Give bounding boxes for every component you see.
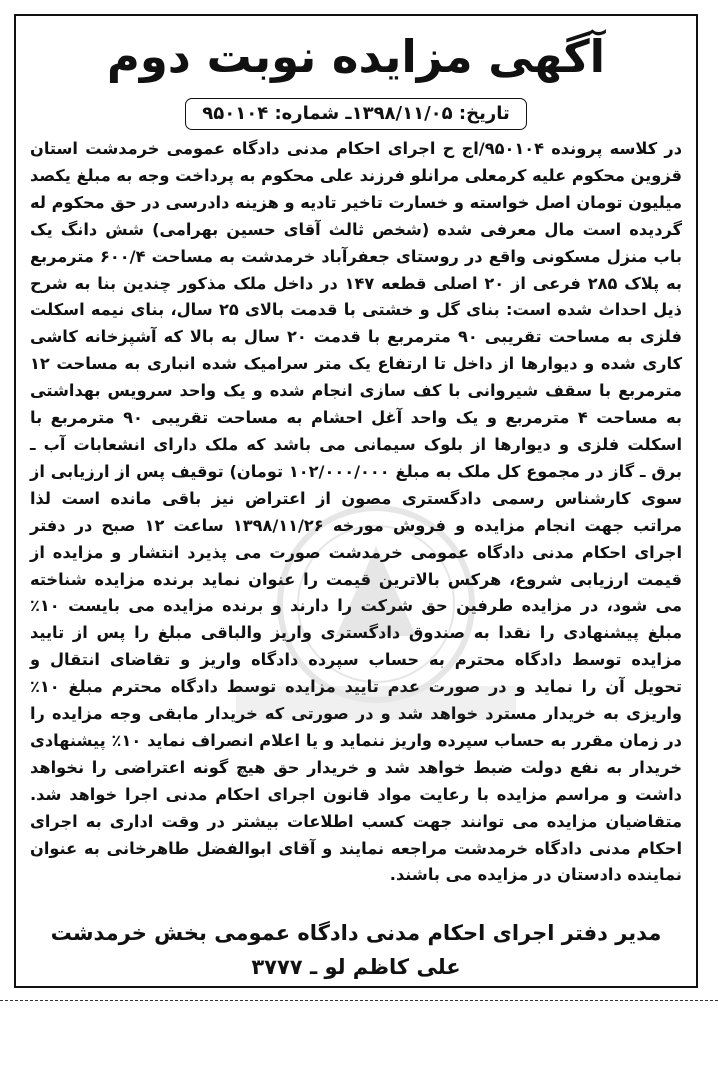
notice-signature [16,916,696,984]
notice-title: آگهی مزایده نوبت دوم [106,30,606,83]
signature-office: مدیر دفتر اجرای احکام مدنی دادگاه عمومی بخش خرمدشت [50,921,662,945]
notice-meta-row [16,98,696,130]
signature-name: علی کاظم لو ـ ۳۷۷۷ [251,955,461,979]
cut-line-divider [0,1000,718,1001]
notice-date-number: تاریخ: ۱۳۹۸/۱۱/۰۵ـ شماره: ۹۵۰۱۰۴ [185,98,526,130]
auction-notice [14,14,698,988]
notice-body-text: در کلاسه پرونده ۹۵۰۱۰۴/اج ح اجرای احکام مدنی دادگاه عمومی خرمدشت استان قزوین محکوم علیه کرمعلی مرانلو فرزند علی محکوم به پرداخت وجه به مبلغ یکصد میلیون تومان اصل خواسته و خسارت تاخیر تادیه و هزینه دادرسی در حق محکوم له گردیده است مال معرفی شده (شخص ثالث آقای حسین بهرامی) شش دانگ یک باب منزل مسکونی واقع در روستای جعفرآباد خرمدشت به مساحت ۶۰۰/۴ مترمربع به پلاک ۲۸۵ فرعی از ۲۰ اصلی قطعه ۱۴۷ در داخل ملک مذکور چندین بنا به شرح ذیل احداث شده است: بنای گل و خشتی با قدمت بالای ۲۵ سال، بنای نیمه اسکلت فلزی به مساحت تقریبی ۹۰ مترمربع با قدمت ۲۰ سال به بالا که آشپزخانه کاشی کاری شده و دیوارها از داخل تا ارتفاع یک متر سرامیک شده انباری به مساحت ۱۲ مترمربع با سقف شیروانی با کف سازی انجام شده و یک واحد سرویس بهداشتی به مساحت ۴ مترمربع و یک واحد آغل احشام به مساحت تقریبی ۹۰ مترمربع با اسکلت فلزی و دیوارها از بلوک سیمانی می باشد که ملک دارای انشعابات آب ـ برق ـ گاز در مجموع کل ملک به مبلغ ۱۰۲/۰۰۰/۰۰۰ تومان) توقیف پس از ارزیابی از سوی کارشناس رسمی دادگستری مصون از اعتراض نیز باقی مانده است لذا مراتب جهت انجام مزایده و فروش مورخه ۱۳۹۸/۱۱/۲۶ ساعت ۱۲ صبح در دفتر اجرای احکام مدنی دادگاه عمومی خرمدشت صورت می پذیرد انتشار و مزایده از قیمت ارزیابی شروع، هرکس بالاترین قیمت را عنوان نماید برنده مزایده شناخته می شود، در مزایده طرفین حق شرکت را دارند و برنده مزایده می بایست ۱۰٪ مبلغ پیشنهادی را نقدا به صندوق دادگستری واریز والباقی مبلغ را پس از تایید مزایده توسط دادگاه محترم به حساب سپرده دادگاه واریز و تقاضای انتقال و تحویل آن را نماید و در صورت عدم تایید مزایده توسط دادگاه محترم مبلغ ۱۰٪ واریزی به خریدار مسترد خواهد شد و در صورتی که خریدار مابقی وجه مزایده را در زمان مقرر به حساب سپرده واریز ننماید و یا اعلام انصراف نماید ۱۰٪ پیشنهادی خریدار به نفع دولت ضبط خواهد شد و خریدار حق هیچ گونه اعتراضی را نخواهد داشت و مراسم مزایده با رعایت مواد قانون اجرای احکام مدنی اجرا خواهد شد. متقاضیان مزایده می توانند جهت کسب اطلاعات بیشتر در وقت اداری به اجرای احکام مدنی دادگاه خرمدشت مراجعه نمایند و آقای ابوالفضل طاهرخانی به عنوان نماینده دادستان در مزایده می باشند. [30,139,683,885]
